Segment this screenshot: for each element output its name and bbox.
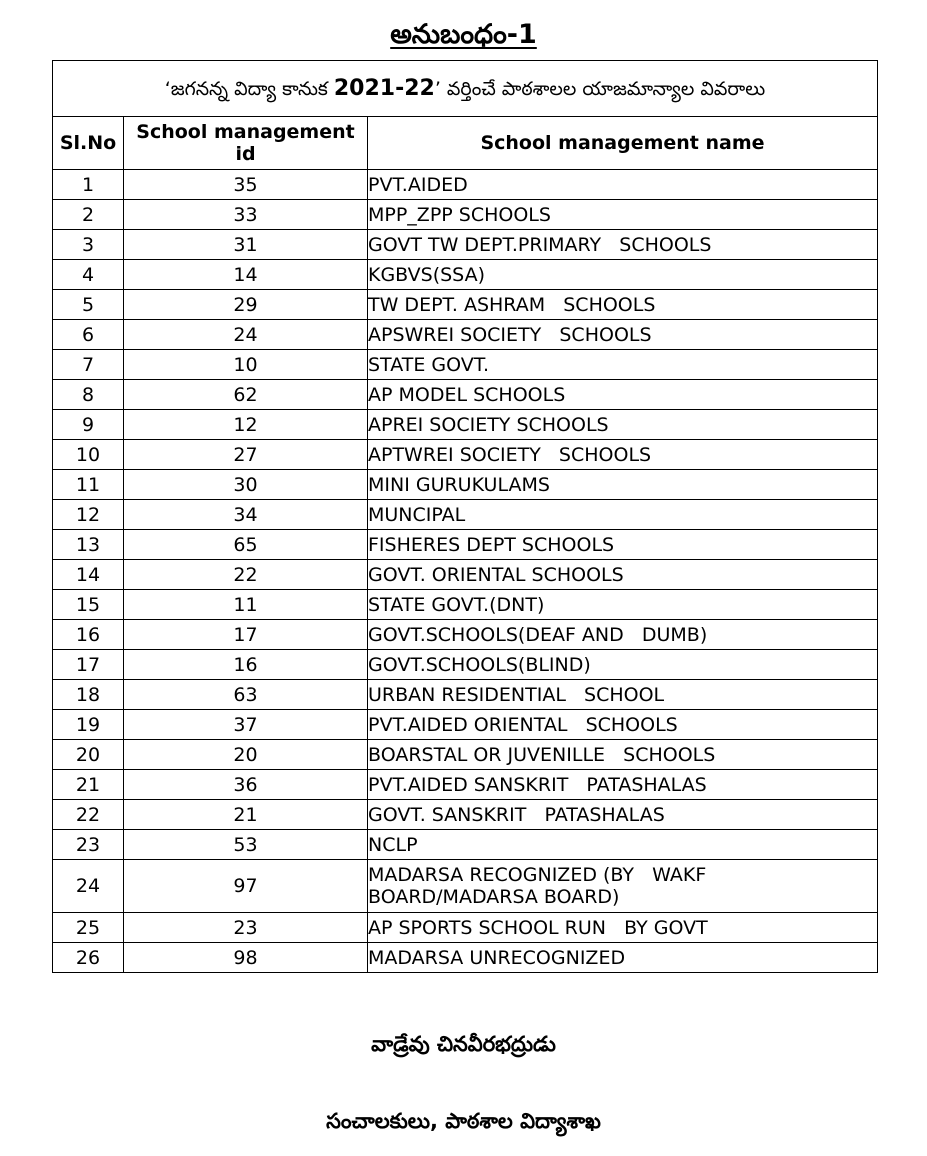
cell-sl-no: 26 <box>53 943 124 973</box>
cell-management-name: APSWREI SOCIETY SCHOOLS <box>368 320 878 350</box>
cell-sl-no: 9 <box>53 410 124 440</box>
table-row <box>53 380 878 410</box>
cell-management-id: 20 <box>124 740 368 770</box>
cell-sl-no: 24 <box>53 860 124 913</box>
table-row <box>53 943 878 973</box>
cell-management-name: PVT.AIDED SANSKRIT PATASHALAS <box>368 770 878 800</box>
cell-sl-no: 3 <box>53 230 124 260</box>
table-row <box>53 913 878 943</box>
cell-management-name: PVT.AIDED <box>368 170 878 200</box>
caption-year: 2021-22 <box>333 75 435 101</box>
table-row <box>53 170 878 200</box>
table-row <box>53 320 878 350</box>
cell-sl-no: 14 <box>53 560 124 590</box>
cell-management-id: 98 <box>124 943 368 973</box>
header-management-id: School management id <box>124 117 368 170</box>
school-management-table <box>52 60 878 973</box>
cell-sl-no: 17 <box>53 650 124 680</box>
document-title: అనుబంధం-1 <box>390 19 537 50</box>
table-row <box>53 410 878 440</box>
caption-suffix: ’ వర్తించే పాఠశాలల యాజమాన్యాల వివరాలు <box>434 77 766 100</box>
table-row <box>53 740 878 770</box>
cell-management-name: BOARSTAL OR JUVENILLE SCHOOLS <box>368 740 878 770</box>
cell-sl-no: 1 <box>53 170 124 200</box>
header-sl-no: Sl.No <box>53 117 124 170</box>
cell-management-name: URBAN RESIDENTIAL SCHOOL <box>368 680 878 710</box>
table-row <box>53 290 878 320</box>
cell-sl-no: 7 <box>53 350 124 380</box>
cell-management-id: 62 <box>124 380 368 410</box>
table-row <box>53 530 878 560</box>
cell-management-name: AP SPORTS SCHOOL RUN BY GOVT <box>368 913 878 943</box>
cell-management-id: 21 <box>124 800 368 830</box>
table-row <box>53 860 878 913</box>
cell-sl-no: 21 <box>53 770 124 800</box>
cell-sl-no: 22 <box>53 800 124 830</box>
table-row <box>53 230 878 260</box>
table-row <box>53 560 878 590</box>
table-row <box>53 650 878 680</box>
table-caption <box>53 61 878 117</box>
cell-management-id: 35 <box>124 170 368 200</box>
cell-management-name: MADARSA RECOGNIZED (BY WAKF BOARD/MADARSA BOARD) <box>368 860 878 913</box>
table-row <box>53 470 878 500</box>
cell-management-id: 14 <box>124 260 368 290</box>
cell-management-name: KGBVS(SSA) <box>368 260 878 290</box>
cell-management-id: 27 <box>124 440 368 470</box>
cell-sl-no: 13 <box>53 530 124 560</box>
cell-management-name: GOVT.SCHOOLS(BLIND) <box>368 650 878 680</box>
table-row <box>53 350 878 380</box>
cell-management-name: MINI GURUKULAMS <box>368 470 878 500</box>
cell-management-id: 63 <box>124 680 368 710</box>
cell-sl-no: 11 <box>53 470 124 500</box>
cell-management-name: GOVT TW DEPT.PRIMARY SCHOOLS <box>368 230 878 260</box>
table-row <box>53 680 878 710</box>
cell-management-id: 31 <box>124 230 368 260</box>
cell-management-name: GOVT.SCHOOLS(DEAF AND DUMB) <box>368 620 878 650</box>
cell-sl-no: 8 <box>53 380 124 410</box>
signatory-designation: సంచాలకులు, పాఠశాల విద్యాశాఖ <box>326 1109 601 1133</box>
cell-management-name: APTWREI SOCIETY SCHOOLS <box>368 440 878 470</box>
table-row <box>53 770 878 800</box>
table-row <box>53 260 878 290</box>
cell-sl-no: 12 <box>53 500 124 530</box>
cell-management-name: AP MODEL SCHOOLS <box>368 380 878 410</box>
cell-sl-no: 5 <box>53 290 124 320</box>
table-row <box>53 710 878 740</box>
cell-sl-no: 18 <box>53 680 124 710</box>
cell-sl-no: 15 <box>53 590 124 620</box>
table-body <box>53 170 878 973</box>
cell-management-id: 29 <box>124 290 368 320</box>
cell-sl-no: 6 <box>53 320 124 350</box>
cell-management-id: 12 <box>124 410 368 440</box>
cell-management-name: TW DEPT. ASHRAM SCHOOLS <box>368 290 878 320</box>
caption-prefix: ‘జగనన్న విద్యా కానుక <box>164 77 334 100</box>
header-management-name: School management name <box>368 117 878 170</box>
cell-management-id: 16 <box>124 650 368 680</box>
table-row <box>53 440 878 470</box>
cell-management-name: APREI SOCIETY SCHOOLS <box>368 410 878 440</box>
cell-management-id: 17 <box>124 620 368 650</box>
cell-management-id: 24 <box>124 320 368 350</box>
cell-management-id: 37 <box>124 710 368 740</box>
cell-management-name: MADARSA UNRECOGNIZED <box>368 943 878 973</box>
cell-management-name: FISHERES DEPT SCHOOLS <box>368 530 878 560</box>
cell-management-id: 33 <box>124 200 368 230</box>
cell-management-name: MPP_ZPP SCHOOLS <box>368 200 878 230</box>
signatory-name: వాడ్రేవు చినవీరభద్రుడు <box>371 1032 556 1056</box>
cell-sl-no: 25 <box>53 913 124 943</box>
cell-management-name: GOVT. ORIENTAL SCHOOLS <box>368 560 878 590</box>
cell-management-id: 53 <box>124 830 368 860</box>
cell-sl-no: 19 <box>53 710 124 740</box>
cell-management-id: 22 <box>124 560 368 590</box>
table-row <box>53 620 878 650</box>
cell-management-name: STATE GOVT. <box>368 350 878 380</box>
cell-management-name: MUNCIPAL <box>368 500 878 530</box>
table-row <box>53 830 878 860</box>
cell-sl-no: 16 <box>53 620 124 650</box>
cell-management-id: 11 <box>124 590 368 620</box>
cell-management-id: 30 <box>124 470 368 500</box>
table-row <box>53 590 878 620</box>
cell-management-id: 97 <box>124 860 368 913</box>
table-header-row <box>53 117 878 170</box>
table-row <box>53 800 878 830</box>
table-row <box>53 500 878 530</box>
table-caption-row <box>53 61 878 117</box>
cell-management-id: 23 <box>124 913 368 943</box>
cell-management-name: GOVT. SANSKRIT PATASHALAS <box>368 800 878 830</box>
cell-management-id: 10 <box>124 350 368 380</box>
cell-management-id: 65 <box>124 530 368 560</box>
cell-management-name: NCLP <box>368 830 878 860</box>
cell-management-id: 36 <box>124 770 368 800</box>
cell-sl-no: 2 <box>53 200 124 230</box>
table-row <box>53 200 878 230</box>
cell-management-name: STATE GOVT.(DNT) <box>368 590 878 620</box>
cell-sl-no: 4 <box>53 260 124 290</box>
cell-management-id: 34 <box>124 500 368 530</box>
cell-management-name: PVT.AIDED ORIENTAL SCHOOLS <box>368 710 878 740</box>
cell-sl-no: 20 <box>53 740 124 770</box>
cell-sl-no: 23 <box>53 830 124 860</box>
cell-sl-no: 10 <box>53 440 124 470</box>
